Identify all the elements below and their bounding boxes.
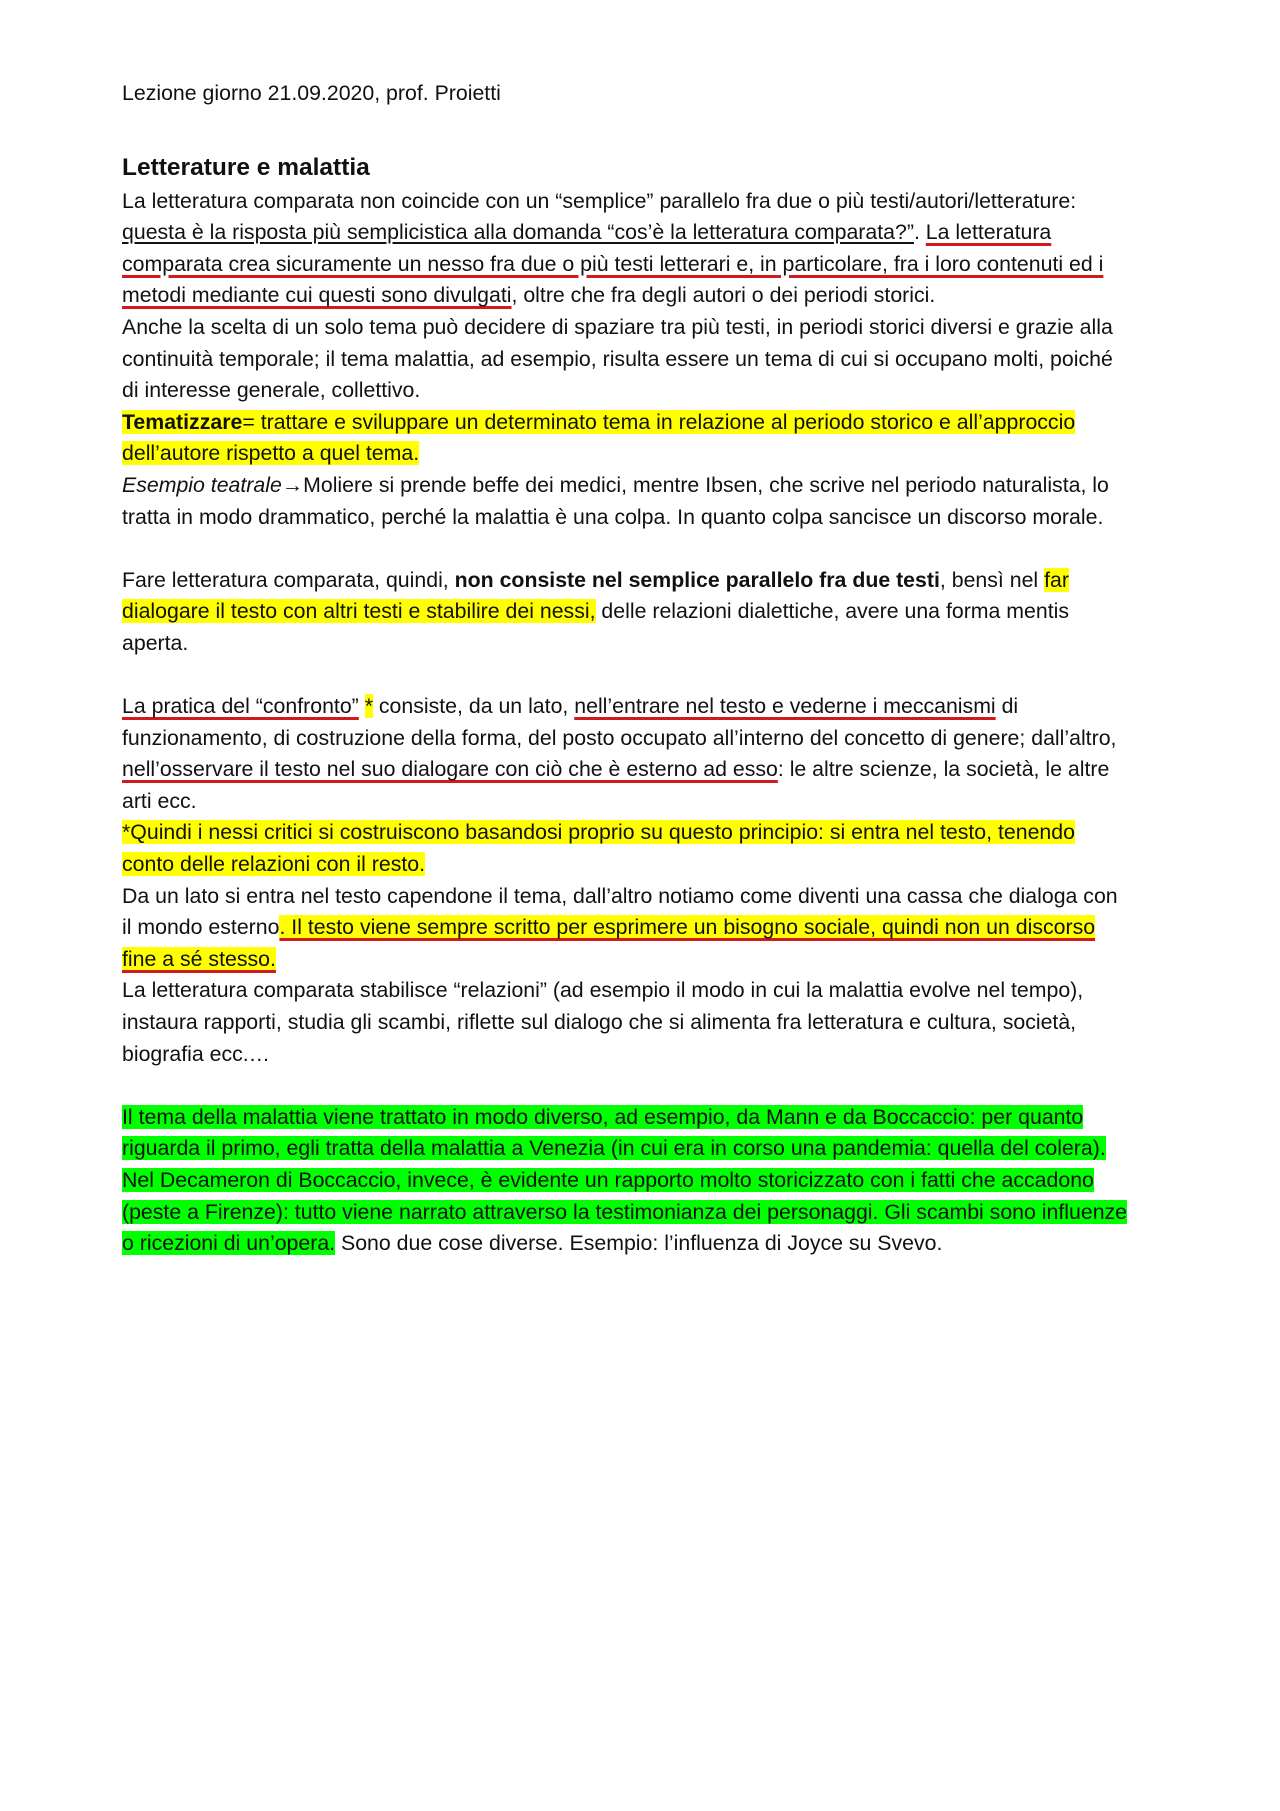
text-run: delle relazioni dialettiche, avere una forma mentis aperta. xyxy=(122,599,1070,655)
paragraph-cassa xyxy=(122,881,1130,976)
text-run xyxy=(359,694,365,718)
text-run: , oltre che fra degli autori o dei periodi storici. xyxy=(511,283,936,308)
paragraph-comparative xyxy=(122,565,1130,660)
arrow-icon: → xyxy=(281,472,304,497)
paragraph-intro xyxy=(122,186,1130,312)
text-run: Sono due cose diverse. Esempio: l’influenza di Joyce su Svevo. xyxy=(335,1231,943,1256)
text-run: La letteratura comparata non coincide con un “semplice” parallelo fra due o più testi/autori/letterature: xyxy=(122,188,1077,213)
highlighted-text: *Quindi i nessi critici si costruiscono basandosi proprio su questo principio: si entra nel testo, tenendo conto delle relazioni con il resto. xyxy=(122,820,1075,877)
text-run: di funzionamento, di costruzione della forma, del posto occupato all’interno del concetto di genere; dall’altro, xyxy=(122,694,1117,750)
example-label: Esempio teatrale xyxy=(122,472,282,497)
definition-term: Tematizzare xyxy=(122,409,243,434)
lecture-header: Lezione giorno 21.09.2020, prof. Proietti xyxy=(122,81,501,105)
bold-text: non consiste nel semplice parallelo fra due testi xyxy=(454,567,940,592)
text-run: : le altre scienze, la società, le altre arti ecc. xyxy=(122,757,1110,813)
paragraph-confronto xyxy=(122,691,1130,817)
text-run: Da un lato si entra nel testo capendone il tema, dall’altro notiamo come diventi una cassa che dialoga con il mondo esterno xyxy=(122,883,1118,940)
text-run: Fare letteratura comparata, quindi, xyxy=(122,567,455,592)
green-highlighted-text: Il tema della malattia viene trattato in modo diverso, ad esempio, da Mann e da Boccaccio: per quanto riguarda il primo, egli tratta della malattia a Venezia (in cui era in corso una pandemia: quella del colera). Nel Decameron di Boccaccio, invece, è evidente un rapporto molto storicizzato con i fatti che accadono (peste a Firenze): tutto viene narrato attraverso la testimonianza dei personaggi. Gli scambi sono influenze o ricezioni di un’opera. xyxy=(122,1104,1128,1256)
paragraph-mann-boccaccio xyxy=(122,1102,1130,1260)
paragraph-definition xyxy=(122,407,1130,470)
red-underlined-text: La letteratura comparata crea sicuramente un nesso fra due o più testi letterari e, in particolare, fra i loro contenuti ed i metodi mediante cui questi sono divulgati xyxy=(122,220,1104,308)
blank-line xyxy=(122,533,1130,565)
blank-line xyxy=(122,660,1130,692)
red-underlined-text: nell’entrare nel testo e vederne i meccanismi xyxy=(574,694,996,719)
definition-text: = trattare e sviluppare un determinato tema in relazione al periodo storico e all’approccio dell’autore rispetto a quel tema. xyxy=(122,409,1076,466)
highlighted-underlined-text: . Il testo viene sempre scritto per esprimere un bisogno sociale, quindi non un discorso fine a sé stesso. xyxy=(122,915,1096,971)
asterisk-mark: * xyxy=(364,694,373,719)
text-run: Moliere si prende beffe dei medici, mentre Ibsen, che scrive nel periodo naturalista, lo tratta in modo drammatico, perché la malattia è una colpa. In quanto colpa sancisce un discorso morale. xyxy=(122,472,1109,529)
paragraph-example xyxy=(122,470,1130,533)
paragraph-theme: Anche la scelta di un solo tema può decidere di spaziare tra più testi, in periodi storici diversi e grazie alla continuità temporale; il tema malattia, ad esempio, risulta essere un tema di cui si occupano molti, poiché di interesse generale, collettivo. xyxy=(122,314,1113,403)
text-run: consiste, da un lato, xyxy=(372,694,575,719)
underlined-text: questa è la risposta più semplicistica alla domanda “cos’è la letteratura comparata?” xyxy=(122,220,914,245)
highlighted-text: far dialogare il testo con altri testi e stabilire dei nessi, xyxy=(122,567,1069,624)
page-title: Letterature e malattia xyxy=(122,153,370,181)
paragraph-relazioni: La letteratura comparata stabilisce “relazioni” (ad esempio il modo in cui la malattia evolve nel tempo), instaura rapporti, studia gli scambi, riflette sul dialogo che si alimenta fra letteratura e cultura, società, biografia ecc.… xyxy=(122,978,1084,1066)
highlighted-text xyxy=(122,410,1075,466)
blank-line xyxy=(122,1070,1130,1102)
red-underlined-text: nell’osservare il testo nel suo dialogare con ciò che è esterno ad esso xyxy=(122,757,778,782)
text-run: , bensì nel xyxy=(939,567,1045,592)
paragraph-footnote xyxy=(122,817,1130,880)
red-underlined-text: La pratica del “confronto” xyxy=(122,694,359,719)
text-run: . xyxy=(913,220,926,245)
